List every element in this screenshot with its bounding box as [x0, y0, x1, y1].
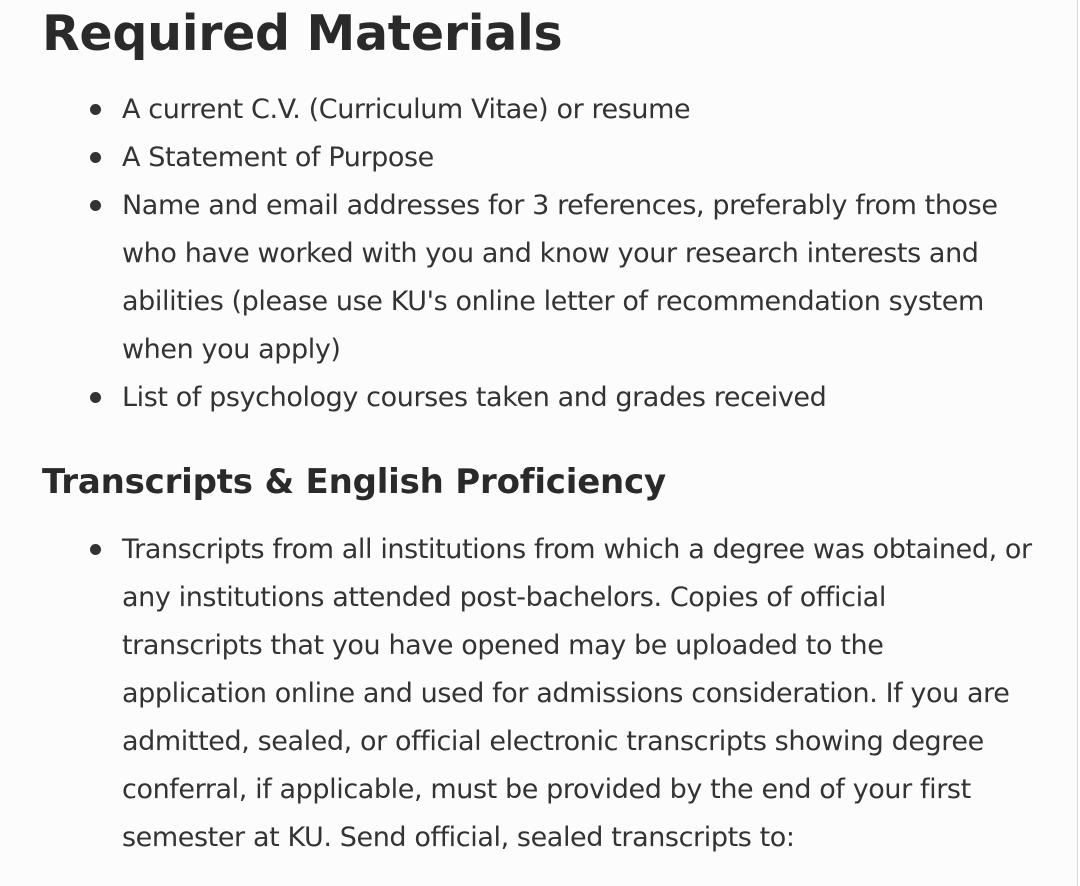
bullet-icon [90, 544, 101, 555]
list-item [122, 86, 1002, 134]
heading-transcripts: Transcripts & English Proficiency [42, 462, 666, 502]
required-materials-list [42, 86, 1002, 422]
list-item [122, 134, 1002, 182]
bullet-icon [90, 152, 101, 163]
heading-required-materials: Required Materials [42, 5, 563, 62]
bullet-icon [90, 104, 101, 115]
main-content [42, 0, 1042, 862]
list-item-text: Name and email addresses for 3 references, preferably from those who have worked with you and know your research interests and abilities (please use KU's online letter of recommendation system when you apply) [122, 190, 998, 365]
list-item-text: List of psychology courses taken and grades received [122, 382, 827, 413]
list-item-text: A current C.V. (Curriculum Vitae) or resume [122, 94, 691, 125]
list-item [122, 526, 1032, 862]
bullet-icon [90, 392, 101, 403]
transcripts-list [42, 526, 1032, 862]
list-item [122, 182, 1002, 374]
list-item [122, 374, 1002, 422]
list-item-text: Transcripts from all institutions from which a degree was obtained, or any institutions attended post-bachelors. Copies of official transcripts that you have opened may be uploaded to the application online and used for admissions consideration. If you are admitted, sealed, or official electronic transcripts showing degree conferral, if applicable, must be provided by the end of your first semester at KU. Send official, sealed transcripts to: [122, 534, 1032, 853]
list-item-text: A Statement of Purpose [122, 142, 434, 173]
bullet-icon [90, 200, 101, 211]
